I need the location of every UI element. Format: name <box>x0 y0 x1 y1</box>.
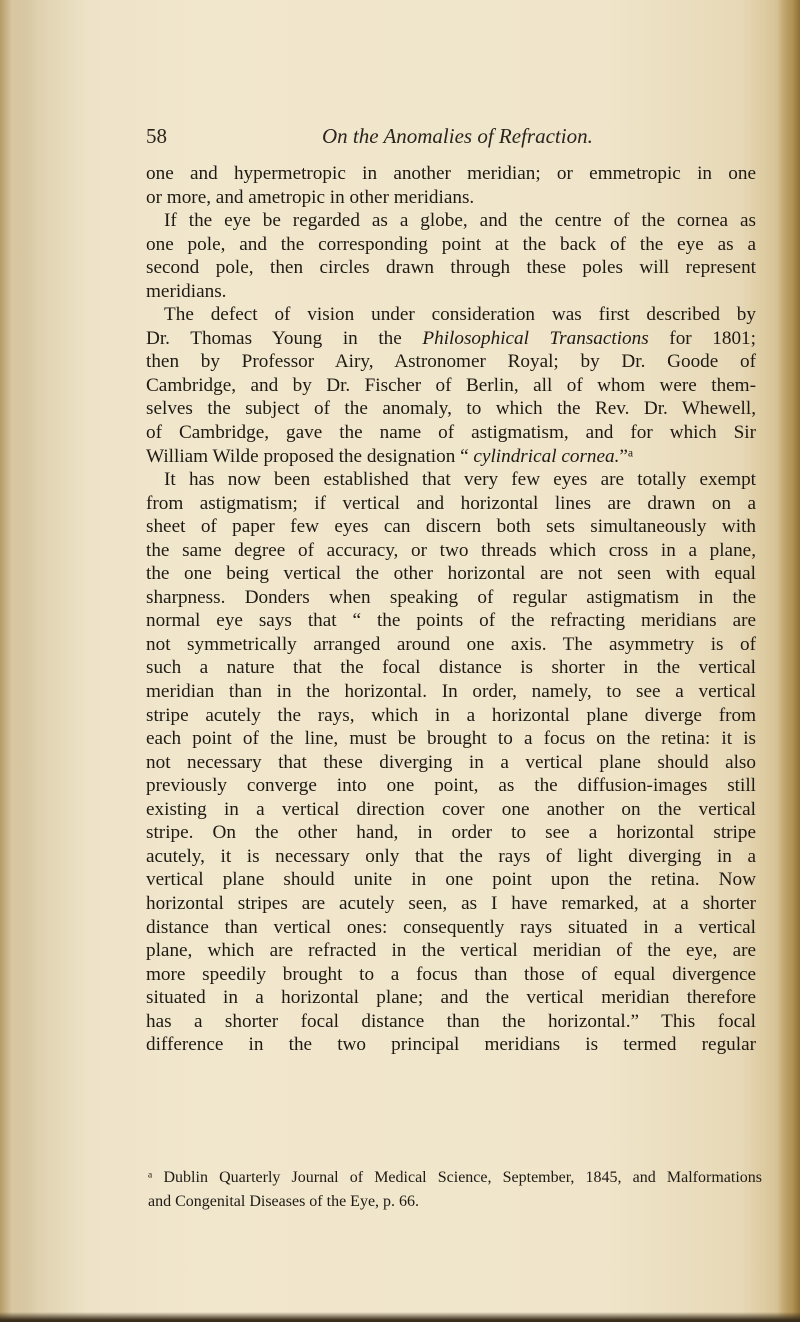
running-head <box>146 124 746 154</box>
text-line: previously converge into one point, as the diffusion-images still <box>146 775 756 797</box>
text-line: more speedily brought to a focus than those of equal divergence <box>146 963 756 985</box>
text-line: has a shorter focal distance than the horizontal.” This focal <box>146 1010 756 1032</box>
text-line: The defect of vision under consideration was first described by <box>164 304 756 326</box>
text-line: sharpness. Donders when speaking of regular astigmatism in the <box>146 586 756 608</box>
text-line: stripe. On the other hand, in order to see a horizontal stripe <box>146 822 756 844</box>
text-line: from astigmatism; if vertical and horizontal lines are drawn on a <box>146 492 756 514</box>
text-line: meridian than in the horizontal. In order, namely, to see a vertical <box>146 681 756 703</box>
text-line: existing in a vertical direction cover one another on the vertical <box>146 798 756 820</box>
page-number: 58 <box>146 124 167 148</box>
text-line: such a nature that the focal distance is shorter in the vertical <box>146 657 756 679</box>
text-line: If the eye be regarded as a globe, and the centre of the cornea as <box>164 210 756 232</box>
text-line: sheet of paper few eyes can discern both sets simultaneously with <box>146 516 756 538</box>
text-line: situated in a horizontal plane; and the vertical meridian therefore <box>146 987 756 1009</box>
text-line: Dr. Thomas Young in the Philosophical Transactions for 1801; <box>146 327 756 349</box>
text-line: each point of the line, must be brought to a focus on the retina: it is <box>146 728 756 750</box>
binding-shadow <box>0 0 38 1322</box>
text-line: distance than vertical ones: consequently rays situated in a vertical <box>146 916 756 938</box>
page-edge <box>778 0 800 1322</box>
text-line: difference in the two principal meridians is termed regular <box>146 1034 756 1056</box>
text-line: second pole, then circles drawn through these poles will represent <box>146 257 756 279</box>
text-line: one and hypermetropic in another meridian; or emmetropic in one <box>146 163 756 184</box>
text-line: stripe acutely the rays, which in a horizontal plane diverge from <box>146 704 756 726</box>
text-line: or more, and ametropic in other meridians. <box>146 186 475 208</box>
text-line: the one being vertical the other horizontal are not seen with equal <box>146 563 756 585</box>
text-line: the same degree of accuracy, or two threads which cross in a plane, <box>146 539 756 561</box>
text-line: then by Professor Airy, Astronomer Royal; by Dr. Goode of <box>146 351 756 373</box>
text-line: meridians. <box>146 280 227 302</box>
text-line: one pole, and the corresponding point at the back of the eye as a <box>146 233 756 255</box>
text-line: acutely, it is necessary only that the rays of light diverging in a <box>146 845 756 867</box>
text-line: It has now been established that very few eyes are totally exempt <box>164 469 756 491</box>
text-line: of Cambridge, gave the name of astigmatism, and for which Sir <box>146 422 756 444</box>
text-line: selves the subject of the anomaly, to which the Rev. Dr. Whewell, <box>146 398 756 420</box>
footnote-line: and Congenital Diseases of the Eye, p. 66. <box>148 1193 420 1210</box>
text-line: William Wilde proposed the designation “ cylindrical cornea.”ᵃ <box>146 445 634 467</box>
text-line: horizontal stripes are acutely seen, as I have remarked, at a shorter <box>146 892 756 914</box>
italic-phrase: cylindrical cornea. <box>473 445 620 467</box>
text-line: normal eye says that “ the points of the refracting meridians are <box>146 610 756 632</box>
text-line: Cambridge, and by Dr. Fischer of Berlin, all of whom were them- <box>146 374 756 396</box>
body-text <box>146 162 756 1057</box>
footnote-line: ᵃ Dublin Quarterly Journal of Medical Science, September, 1845, and Malformations <box>148 1169 762 1186</box>
page-bottom-edge <box>0 1312 800 1322</box>
chapter-title: On the Anomalies of Refraction. <box>322 124 593 148</box>
footnote <box>148 1166 762 1214</box>
text-line: plane, which are refracted in the vertical meridian of the eye, are <box>146 940 756 962</box>
text-line: vertical plane should unite in one point upon the retina. Now <box>146 869 756 891</box>
italic-phrase: Philosophical Transactions <box>422 327 649 349</box>
text-line: not symmetrically arranged around one axis. The asymmetry is of <box>146 633 756 655</box>
text-line: not necessary that these diverging in a vertical plane should also <box>146 751 756 773</box>
